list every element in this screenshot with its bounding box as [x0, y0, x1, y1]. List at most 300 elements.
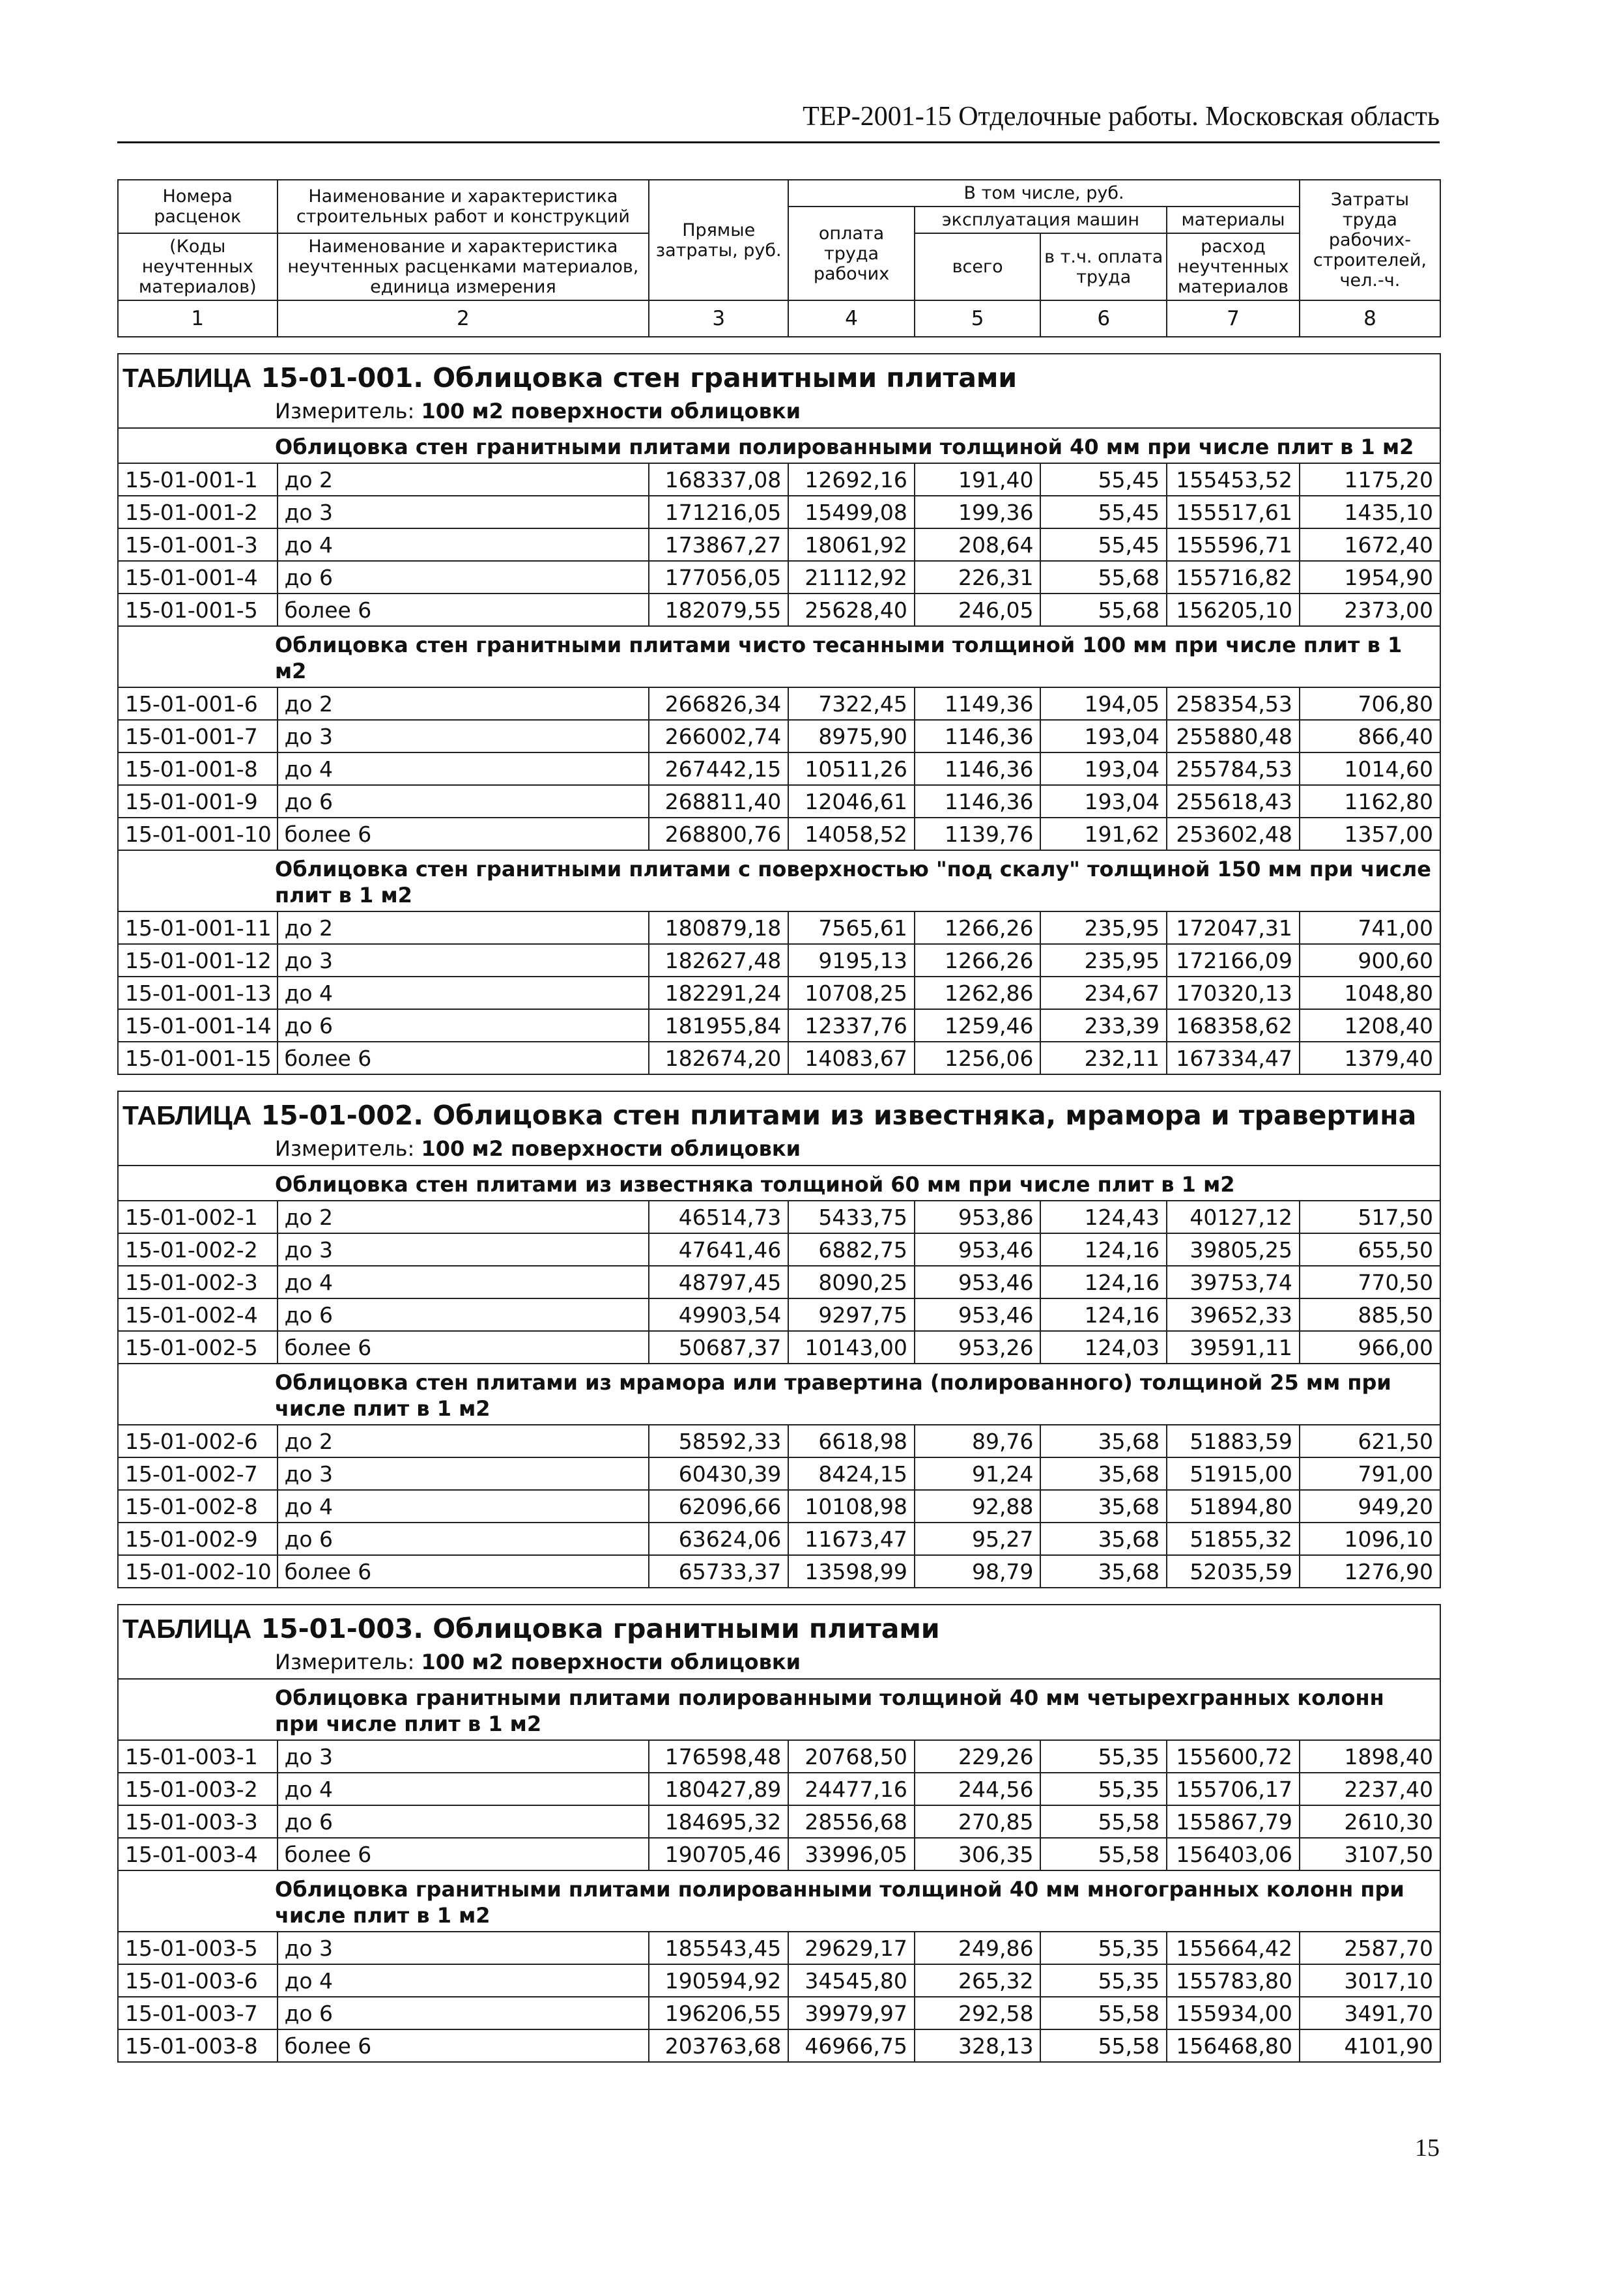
rate-value: 1266,26: [915, 911, 1041, 944]
rate-value: 184695,32: [649, 1805, 788, 1838]
rate-code: 15-01-001-6: [118, 687, 278, 720]
rate-value: 15499,08: [788, 496, 915, 528]
table-row: [118, 977, 1440, 1009]
rate-value: 655,50: [1300, 1233, 1440, 1266]
rate-value: 35,68: [1040, 1457, 1167, 1490]
rate-name: до 6: [278, 1805, 649, 1838]
rate-value: 621,50: [1300, 1425, 1440, 1457]
rate-code: 15-01-001-5: [118, 594, 278, 626]
table-code: 15-01-002.: [261, 1100, 423, 1131]
table-row: [118, 1457, 1440, 1490]
rate-value: 9195,13: [788, 944, 915, 977]
rate-value: 11673,47: [788, 1523, 915, 1555]
measure-value: 100 м2 поверхности облицовки: [421, 1136, 801, 1161]
rate-name: до 2: [278, 1201, 649, 1233]
rate-value: 199,36: [915, 496, 1041, 528]
rate-value: 156468,80: [1167, 2029, 1300, 2062]
rate-value: 55,58: [1040, 2029, 1167, 2062]
section-row: [118, 1679, 1440, 1740]
col-labor-hours-header: Затраты труда рабочих-строителей, чел.-ч.: [1300, 180, 1440, 300]
col-number: 3: [649, 300, 788, 337]
rate-name: более 6: [278, 1838, 649, 1870]
col-code-sub-header: (Коды неучтенных материалов): [118, 233, 278, 300]
rate-value: 28556,68: [788, 1805, 915, 1838]
measure: [118, 1647, 1440, 1679]
rate-value: 49903,54: [649, 1298, 788, 1331]
rate-value: 2610,30: [1300, 1805, 1440, 1838]
rate-value: 232,11: [1040, 1042, 1167, 1074]
table-row: [118, 1298, 1440, 1331]
rate-name: до 3: [278, 1233, 649, 1266]
rate-value: 48797,45: [649, 1266, 788, 1298]
rate-value: 268800,76: [649, 818, 788, 850]
rate-value: 10708,25: [788, 977, 915, 1009]
rate-value: 953,46: [915, 1233, 1041, 1266]
col-material-use-header: расход неучтенных материалов: [1167, 233, 1300, 300]
rate-code: 15-01-003-1: [118, 1740, 278, 1773]
rate-value: 92,88: [915, 1490, 1041, 1523]
rate-value: 35,68: [1040, 1425, 1167, 1457]
rate-code: 15-01-003-7: [118, 1997, 278, 2029]
rate-code: 15-01-001-11: [118, 911, 278, 944]
rate-value: 6618,98: [788, 1425, 915, 1457]
rate-value: 124,03: [1040, 1331, 1167, 1364]
rate-value: 155664,42: [1167, 1932, 1300, 1964]
rate-value: 244,56: [915, 1773, 1041, 1805]
rate-value: 170320,13: [1167, 977, 1300, 1009]
measure-row: [118, 396, 1440, 428]
rate-name: до 4: [278, 1490, 649, 1523]
rate-value: 60430,39: [649, 1457, 788, 1490]
rate-code: 15-01-003-5: [118, 1932, 278, 1964]
measure-label: Измеритель:: [275, 1136, 415, 1161]
rate-value: 1014,60: [1300, 752, 1440, 785]
rate-code: 15-01-002-10: [118, 1555, 278, 1588]
rate-value: 234,67: [1040, 977, 1167, 1009]
section-row: [118, 850, 1440, 911]
rate-name: до 4: [278, 1266, 649, 1298]
rate-value: 1266,26: [915, 944, 1041, 977]
rate-value: 292,58: [915, 1997, 1041, 2029]
col-number: 1: [118, 300, 278, 337]
rate-code: 15-01-003-2: [118, 1773, 278, 1805]
rate-value: 306,35: [915, 1838, 1041, 1870]
col-number: 7: [1167, 300, 1300, 337]
table-row: [118, 561, 1440, 594]
rate-value: 10511,26: [788, 752, 915, 785]
rate-value: 229,26: [915, 1740, 1041, 1773]
rate-value: 155867,79: [1167, 1805, 1300, 1838]
rate-value: 182627,48: [649, 944, 788, 977]
rate-value: 255618,43: [1167, 785, 1300, 818]
rate-value: 12337,76: [788, 1009, 915, 1042]
rate-value: 24477,16: [788, 1773, 915, 1805]
rate-value: 1276,90: [1300, 1555, 1440, 1588]
rate-code: 15-01-001-12: [118, 944, 278, 977]
rate-code: 15-01-003-3: [118, 1805, 278, 1838]
rate-value: 1146,36: [915, 752, 1041, 785]
table-row: [118, 785, 1440, 818]
rate-value: 1048,80: [1300, 977, 1440, 1009]
rate-value: 1208,40: [1300, 1009, 1440, 1042]
rate-value: 172047,31: [1167, 911, 1300, 944]
rate-value: 770,50: [1300, 1266, 1440, 1298]
table-row: [118, 1773, 1440, 1805]
rate-value: 182674,20: [649, 1042, 788, 1074]
rate-name: до 4: [278, 977, 649, 1009]
col-number: 8: [1300, 300, 1440, 337]
rate-value: 176598,48: [649, 1740, 788, 1773]
rate-value: 949,20: [1300, 1490, 1440, 1523]
rate-value: 51855,32: [1167, 1523, 1300, 1555]
rate-value: 270,85: [915, 1805, 1041, 1838]
table-code: 15-01-001.: [261, 362, 423, 394]
rate-name: до 3: [278, 1932, 649, 1964]
rate-value: 34545,80: [788, 1964, 915, 1997]
table-row: [118, 911, 1440, 944]
rate-code: 15-01-002-2: [118, 1233, 278, 1266]
rate-code: 15-01-002-6: [118, 1425, 278, 1457]
table-row: [118, 1233, 1440, 1266]
rate-value: 55,35: [1040, 1740, 1167, 1773]
rate-name: до 3: [278, 1740, 649, 1773]
rate-value: 866,40: [1300, 720, 1440, 752]
section-title: Облицовка стен плитами из мрамора или травертина (полированного) толщиной 25 мм при числе плит в 1 м2: [118, 1364, 1440, 1425]
rate-value: 328,13: [915, 2029, 1041, 2062]
table-row: [118, 1997, 1440, 2029]
table-title: [118, 1091, 1440, 1134]
rate-value: 29629,17: [788, 1932, 915, 1964]
table-prefix: ТАБЛИЦА: [122, 363, 252, 393]
rate-value: 265,32: [915, 1964, 1041, 1997]
rate-value: 7565,61: [788, 911, 915, 944]
rate-value: 3491,70: [1300, 1997, 1440, 2029]
col-number: 6: [1040, 300, 1167, 337]
table-row: [118, 1932, 1440, 1964]
rate-value: 182291,24: [649, 977, 788, 1009]
rate-value: 55,58: [1040, 1838, 1167, 1870]
rate-value: 791,00: [1300, 1457, 1440, 1490]
rate-value: 177056,05: [649, 561, 788, 594]
table-row: [118, 1523, 1440, 1555]
rate-value: 13598,99: [788, 1555, 915, 1588]
rate-value: 235,95: [1040, 911, 1167, 944]
rate-name: более 6: [278, 1331, 649, 1364]
rate-value: 953,26: [915, 1331, 1041, 1364]
rate-value: 124,16: [1040, 1298, 1167, 1331]
rate-value: 46966,75: [788, 2029, 915, 2062]
col-code-header: Номера расценок: [118, 180, 278, 233]
rate-value: 2373,00: [1300, 594, 1440, 626]
rate-name: более 6: [278, 594, 649, 626]
table-gap-cell: [118, 1074, 1440, 1091]
rate-value: 35,68: [1040, 1490, 1167, 1523]
section-row: [118, 626, 1440, 687]
rate-value: 900,60: [1300, 944, 1440, 977]
rate-value: 258354,53: [1167, 687, 1300, 720]
rate-value: 253602,48: [1167, 818, 1300, 850]
rate-value: 953,46: [915, 1266, 1041, 1298]
rate-code: 15-01-002-4: [118, 1298, 278, 1331]
rate-value: 55,58: [1040, 1997, 1167, 2029]
rate-value: 35,68: [1040, 1523, 1167, 1555]
page-header: ТЕР-2001-15 Отделочные работы. Московская область: [117, 101, 1440, 143]
col-included-header: В том числе, руб.: [788, 180, 1300, 207]
section-row: [118, 1166, 1440, 1201]
col-machines-header: эксплуатация машин: [915, 207, 1167, 233]
column-numbers-row: [118, 300, 1440, 337]
rate-code: 15-01-001-10: [118, 818, 278, 850]
section-title: Облицовка стен плитами из известняка толщиной 60 мм при числе плит в 1 м2: [118, 1166, 1440, 1201]
rate-name: до 6: [278, 1298, 649, 1331]
rate-value: 194,05: [1040, 687, 1167, 720]
rate-code: 15-01-001-3: [118, 528, 278, 561]
rate-value: 40127,12: [1167, 1201, 1300, 1233]
table-title-row: [118, 1091, 1440, 1134]
rate-value: 33996,05: [788, 1838, 915, 1870]
rate-value: 4101,90: [1300, 2029, 1440, 2062]
rate-code: 15-01-001-13: [118, 977, 278, 1009]
rate-name: до 2: [278, 463, 649, 496]
rate-code: 15-01-003-8: [118, 2029, 278, 2062]
rate-value: 155517,61: [1167, 496, 1300, 528]
rate-name: до 4: [278, 1964, 649, 1997]
table-name: Облицовка гранитными плитами: [433, 1613, 940, 1644]
rate-value: 1262,86: [915, 977, 1041, 1009]
rate-value: 235,95: [1040, 944, 1167, 977]
table-row: [118, 687, 1440, 720]
rate-value: 167334,47: [1167, 1042, 1300, 1074]
rate-value: 190594,92: [649, 1964, 788, 1997]
table-row: [118, 594, 1440, 626]
rate-code: 15-01-001-4: [118, 561, 278, 594]
rate-code: 15-01-001-15: [118, 1042, 278, 1074]
rate-value: 255880,48: [1167, 720, 1300, 752]
rate-value: 63624,06: [649, 1523, 788, 1555]
rate-value: 268811,40: [649, 785, 788, 818]
rate-value: 233,39: [1040, 1009, 1167, 1042]
rate-value: 249,86: [915, 1932, 1041, 1964]
rate-value: 2237,40: [1300, 1773, 1440, 1805]
table-gap: [118, 337, 1440, 354]
rate-value: 180879,18: [649, 911, 788, 944]
rate-value: 50687,37: [649, 1331, 788, 1364]
rate-value: 196206,55: [649, 1997, 788, 2029]
rate-value: 171216,05: [649, 496, 788, 528]
rate-value: 1357,00: [1300, 818, 1440, 850]
rate-name: до 6: [278, 1009, 649, 1042]
table-row: [118, 752, 1440, 785]
rate-value: 1175,20: [1300, 463, 1440, 496]
rate-value: 35,68: [1040, 1555, 1167, 1588]
rate-value: 51894,80: [1167, 1490, 1300, 1523]
rate-value: 46514,73: [649, 1201, 788, 1233]
rate-name: более 6: [278, 1042, 649, 1074]
rate-name: до 3: [278, 944, 649, 977]
table-prefix: ТАБЛИЦА: [122, 1100, 252, 1130]
rate-value: 1379,40: [1300, 1042, 1440, 1074]
rate-name: до 2: [278, 687, 649, 720]
rate-name: до 6: [278, 1997, 649, 2029]
rate-code: 15-01-003-4: [118, 1838, 278, 1870]
rate-value: 10143,00: [788, 1331, 915, 1364]
section-row: [118, 1364, 1440, 1425]
rate-name: до 3: [278, 1457, 649, 1490]
rate-value: 10108,98: [788, 1490, 915, 1523]
rate-code: 15-01-002-7: [118, 1457, 278, 1490]
rate-value: 21112,92: [788, 561, 915, 594]
measure-label: Измеритель:: [275, 1650, 415, 1674]
rate-name: до 2: [278, 911, 649, 944]
rate-name: до 4: [278, 528, 649, 561]
rate-value: 191,40: [915, 463, 1041, 496]
rate-value: 7322,45: [788, 687, 915, 720]
rate-value: 55,68: [1040, 594, 1167, 626]
col-number: 4: [788, 300, 915, 337]
table-row: [118, 818, 1440, 850]
table-name: Облицовка стен плитами из известняка, мрамора и травертина: [433, 1100, 1417, 1131]
rate-value: 1954,90: [1300, 561, 1440, 594]
table-row: [118, 528, 1440, 561]
table-code: 15-01-003.: [261, 1613, 423, 1644]
rate-value: 155783,80: [1167, 1964, 1300, 1997]
rate-value: 51883,59: [1167, 1425, 1300, 1457]
rate-value: 168337,08: [649, 463, 788, 496]
rate-value: 193,04: [1040, 752, 1167, 785]
rate-value: 156403,06: [1167, 1838, 1300, 1870]
table-row: [118, 496, 1440, 528]
measure: [118, 1134, 1440, 1166]
rate-value: 124,16: [1040, 1266, 1167, 1298]
rate-code: 15-01-001-9: [118, 785, 278, 818]
rate-value: 20768,50: [788, 1740, 915, 1773]
rate-value: 3107,50: [1300, 1838, 1440, 1870]
rate-name: более 6: [278, 818, 649, 850]
rate-code: 15-01-002-1: [118, 1201, 278, 1233]
col-machines-wages-header: в т.ч. оплата труда: [1040, 233, 1167, 300]
rate-value: 966,00: [1300, 1331, 1440, 1364]
rate-value: 1146,36: [915, 785, 1041, 818]
rate-value: 1435,10: [1300, 496, 1440, 528]
rate-value: 182079,55: [649, 594, 788, 626]
rate-value: 155934,00: [1167, 1997, 1300, 2029]
rate-value: 953,46: [915, 1298, 1041, 1331]
rate-value: 1256,06: [915, 1042, 1041, 1074]
rate-code: 15-01-002-9: [118, 1523, 278, 1555]
rate-value: 193,04: [1040, 785, 1167, 818]
col-name-sub-header: Наименование и характеристика неучтенных расценками материалов, единица измерения: [278, 233, 649, 300]
rate-value: 741,00: [1300, 911, 1440, 944]
table-row: [118, 1964, 1440, 1997]
col-direct-costs-header: Прямые затраты, руб.: [649, 180, 788, 300]
table-title: [118, 354, 1440, 396]
measure-row: [118, 1647, 1440, 1679]
table-row: [118, 2029, 1440, 2062]
rate-value: 124,16: [1040, 1233, 1167, 1266]
section-title: Облицовка гранитными плитами полированными толщиной 40 мм четырехгранных колонн при числе плит в 1 м2: [118, 1679, 1440, 1740]
rate-value: 5433,75: [788, 1201, 915, 1233]
rate-value: 12046,61: [788, 785, 915, 818]
rate-value: 14083,67: [788, 1042, 915, 1074]
col-wages-header: оплата труда рабочих: [788, 207, 915, 300]
rate-value: 155706,17: [1167, 1773, 1300, 1805]
measure: [118, 396, 1440, 428]
rate-value: 39805,25: [1167, 1233, 1300, 1266]
rate-value: 55,45: [1040, 496, 1167, 528]
rate-value: 155716,82: [1167, 561, 1300, 594]
measure-value: 100 м2 поверхности облицовки: [421, 399, 801, 423]
rate-name: до 4: [278, 752, 649, 785]
rate-value: 2587,70: [1300, 1932, 1440, 1964]
section-row: [118, 428, 1440, 463]
rate-value: 706,80: [1300, 687, 1440, 720]
rate-value: 3017,10: [1300, 1964, 1440, 1997]
rate-value: 39591,11: [1167, 1331, 1300, 1364]
table-row: [118, 1555, 1440, 1588]
page-number: 15: [1415, 2134, 1440, 2162]
rate-value: 180427,89: [649, 1773, 788, 1805]
rate-name: более 6: [278, 1555, 649, 1588]
rate-code: 15-01-001-1: [118, 463, 278, 496]
rate-value: 39979,97: [788, 1997, 915, 2029]
rate-value: 55,45: [1040, 463, 1167, 496]
section-title: Облицовка гранитными плитами полированными толщиной 40 мм многогранных колонн при числе плит в 1 м2: [118, 1870, 1440, 1932]
rate-name: до 6: [278, 561, 649, 594]
rate-value: 1672,40: [1300, 528, 1440, 561]
rate-value: 55,35: [1040, 1932, 1167, 1964]
measure-value: 100 м2 поверхности облицовки: [421, 1650, 801, 1674]
rate-code: 15-01-001-14: [118, 1009, 278, 1042]
col-number: 2: [278, 300, 649, 337]
rate-value: 226,31: [915, 561, 1041, 594]
table-gap-cell: [118, 337, 1440, 354]
rate-code: 15-01-001-8: [118, 752, 278, 785]
rate-value: 51915,00: [1167, 1457, 1300, 1490]
table-row: [118, 1009, 1440, 1042]
section-row: [118, 1870, 1440, 1932]
rate-value: 62096,66: [649, 1490, 788, 1523]
rate-value: 55,58: [1040, 1805, 1167, 1838]
rate-value: 1149,36: [915, 687, 1041, 720]
rate-value: 55,35: [1040, 1964, 1167, 1997]
rate-value: 8090,25: [788, 1266, 915, 1298]
section-title: Облицовка стен гранитными плитами полированными толщиной 40 мм при числе плит в 1 м2: [118, 428, 1440, 463]
rate-value: 14058,52: [788, 818, 915, 850]
rate-name: более 6: [278, 2029, 649, 2062]
table-row: [118, 1201, 1440, 1233]
rate-value: 18061,92: [788, 528, 915, 561]
rate-name: до 6: [278, 1523, 649, 1555]
rate-value: 55,45: [1040, 528, 1167, 561]
table-header: [118, 180, 1440, 337]
rate-code: 15-01-002-5: [118, 1331, 278, 1364]
rate-code: 15-01-003-6: [118, 1964, 278, 1997]
rate-value: 255784,53: [1167, 752, 1300, 785]
rate-value: 1096,10: [1300, 1523, 1440, 1555]
table-row: [118, 1042, 1440, 1074]
col-name-header: Наименование и характеристика строительных работ и конструкций: [278, 180, 649, 233]
rate-value: 953,86: [915, 1201, 1041, 1233]
rate-value: 190705,46: [649, 1838, 788, 1870]
rate-value: 39652,33: [1167, 1298, 1300, 1331]
table-gap-cell: [118, 1588, 1440, 1605]
table-name: Облицовка стен гранитными плитами: [433, 362, 1018, 394]
table-row: [118, 720, 1440, 752]
rate-value: 266826,34: [649, 687, 788, 720]
rate-value: 203763,68: [649, 2029, 788, 2062]
table-gap: [118, 1074, 1440, 1091]
rate-value: 8975,90: [788, 720, 915, 752]
